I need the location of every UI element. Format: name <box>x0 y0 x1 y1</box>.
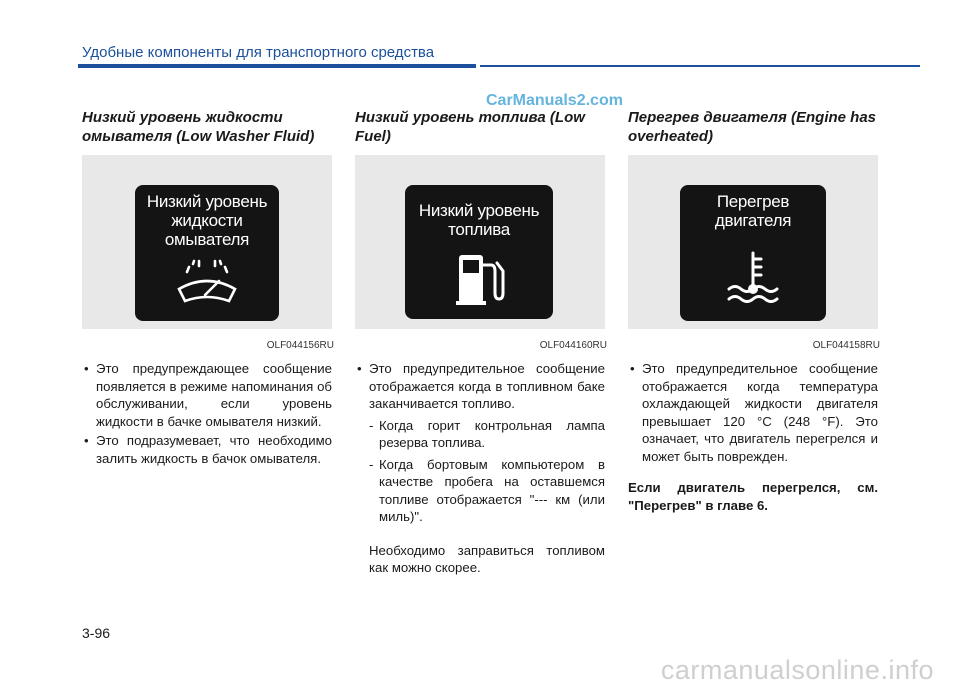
watermark-bottom[interactable]: carmanualsonline.info <box>660 655 934 685</box>
figure-code: OLF044160RU <box>539 340 607 351</box>
figure-code: OLF044158RU <box>812 340 880 351</box>
page-number: 3-96 <box>82 625 111 641</box>
figure-low-fuel <box>355 155 605 329</box>
figure-low-washer-fluid <box>82 155 332 329</box>
section-title: Низкий уровень топлива (Low Fuel) <box>355 109 585 145</box>
cluster-display <box>680 185 826 321</box>
header-bar <box>78 64 476 68</box>
display-message: Низкий уровень топлива <box>418 201 540 239</box>
bullet-item: • Это предупредительное сообщение отображается когда температура охлаждающей жидкости двигателя превышает 120 °C (248 °F). Это означает, что двигатель перегрелся и может быть поврежден. <box>628 360 878 465</box>
fuel-pump-icon <box>453 251 505 307</box>
section-body <box>355 360 605 577</box>
section-engine-overheated <box>628 108 880 513</box>
cluster-display <box>405 185 553 319</box>
section-title: Низкий уровень жидкости омывателя (Low Washer Fluid) <box>82 109 315 145</box>
note-text: Необходимо заправиться топливом как можно скорее. <box>369 542 605 575</box>
bullet-item: • Это предупреждающее сообщение появляется в режиме напоминания об обслуживании, если уровень жидкости в бачке омывателя низкий. <box>82 360 332 430</box>
section-low-fuel <box>355 108 607 575</box>
display-message: Перегрев двигателя <box>714 192 792 230</box>
figure-engine-overheated <box>628 155 878 329</box>
display-message: Низкий уровень жидкости омывателя <box>146 192 268 249</box>
washer-fluid-icon <box>175 255 239 307</box>
dash-item: - Когда горит контрольная лампа резерва топлива. <box>355 417 605 452</box>
bullet-item: • Это подразумевает, что необходимо залить жидкость в бачок омывателя. <box>82 432 332 467</box>
section-body <box>82 360 332 469</box>
dash-item: - Когда бортовым компьютером в качестве пробега на оставшемся топливе отображается "--- км (или миль)". <box>355 456 605 526</box>
cluster-display <box>135 185 279 321</box>
engine-temperature-icon <box>723 249 783 307</box>
watermark-top[interactable]: CarManuals2.com <box>486 92 623 109</box>
figure-code: OLF044156RU <box>266 340 334 351</box>
bullet-item: • Это предупредительное сообщение отображается когда в топливном баке заканчивается топливо. <box>355 360 605 413</box>
section-title: Перегрев двигателя (Engine has overheated) <box>628 109 877 145</box>
section-header-title: Удобные компоненты для транспортного средства <box>82 44 435 61</box>
section-low-washer-fluid <box>82 108 334 466</box>
header-rule <box>480 65 920 67</box>
section-body <box>628 360 878 514</box>
cross-reference-note: Если двигатель перегрелся, см. "Перегрев" в главе 6. <box>628 480 878 513</box>
